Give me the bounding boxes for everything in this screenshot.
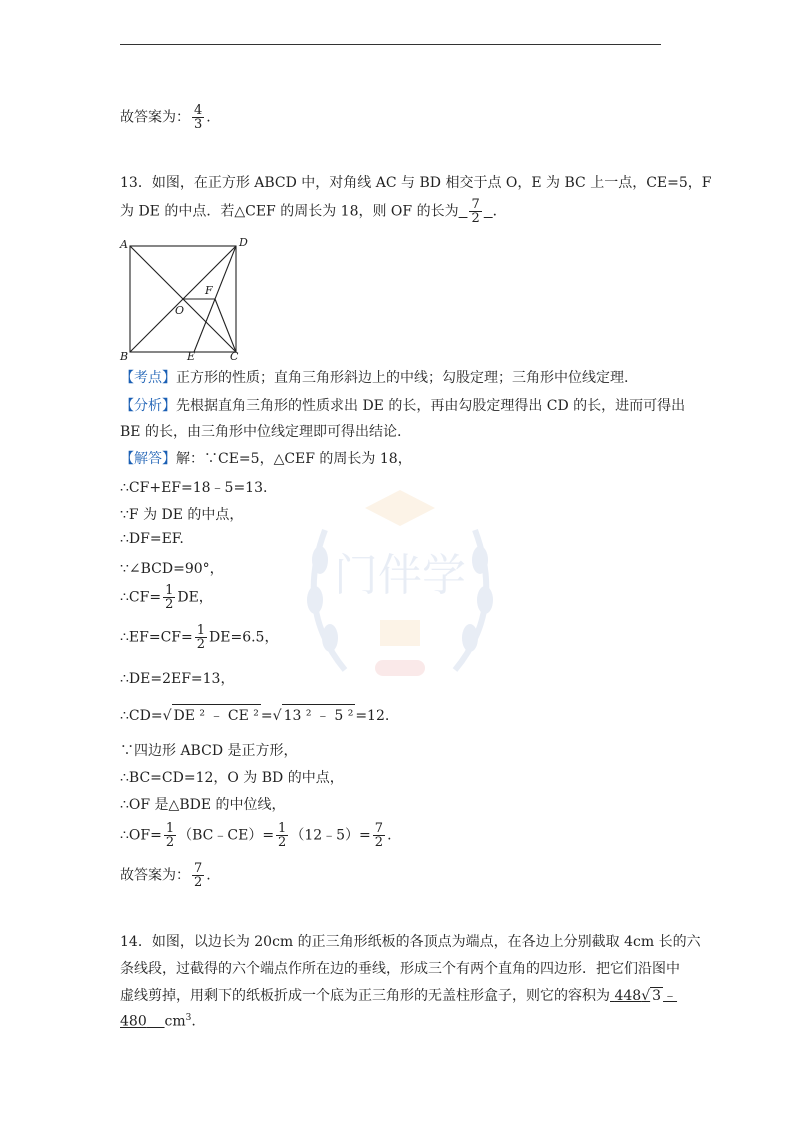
sqrt-radicand-2: 13 ² ﹣ 5 ²: [282, 704, 356, 725]
step-text: =12.: [355, 708, 390, 724]
fenxi-line2: BE 的长，由三角形中位线定理即可得出结论.: [120, 424, 402, 440]
step-3: ∴DF=EF.: [120, 531, 184, 547]
answer-end: .: [206, 109, 211, 126]
q14-answer-part2: 480: [120, 1013, 147, 1030]
step-4: ∵∠BCD=90°，: [120, 561, 224, 577]
answer-label: 故答案为：: [120, 867, 190, 884]
step-text: DE，: [177, 589, 213, 606]
q14-line4: [120, 1013, 196, 1030]
q14-answer-minus: ﹣: [663, 988, 678, 1004]
sqrt-sign: √: [272, 708, 282, 724]
step-text: ∴CF=: [120, 589, 162, 606]
label-d: D: [239, 236, 248, 249]
q13-line2: [120, 198, 507, 225]
q14-answer-pad: [147, 1014, 165, 1030]
fenxi-tag: 【分析】: [120, 398, 176, 414]
frac-den: 2: [374, 835, 384, 850]
q14-line3: [120, 985, 677, 1005]
step-text: （BC﹣CE）=: [178, 827, 275, 844]
q14-line2: 条线段，过截得的六个端点作所在边的垂线，形成三个有两个直角的四边形．把它们沿图中: [120, 961, 680, 977]
half-fraction: [276, 822, 288, 849]
sqrt-sign: √: [162, 708, 172, 724]
kaodian-line: [120, 367, 628, 387]
q14-answer-part1: 448√ 3 ﹣: [614, 988, 678, 1004]
step-text: ∴OF=: [120, 827, 162, 844]
q14-answer-coef: 448: [614, 988, 642, 1004]
step-text: DE=6.5，: [209, 629, 279, 646]
q13-line1: 13．如图，在正方形 ABCD 中，对角线 AC 与 BD 相交于点 O，E 为 BC 上一点，CE=5，F: [120, 175, 712, 191]
q13-answer-blank: [459, 197, 493, 226]
frac-num: 7: [374, 821, 384, 836]
step-6: [120, 624, 278, 651]
frac-num: 4: [194, 103, 203, 118]
step-10: ∴BC=CD=12，O 为 BD 的中点，: [120, 770, 344, 786]
step-1: ∴CF+EF=18﹣5=13.: [120, 480, 268, 496]
frac-num: 7: [194, 861, 203, 876]
label-c: C: [230, 350, 239, 362]
half-fraction: [195, 624, 207, 651]
seven-half-fraction: [373, 822, 385, 849]
frac-den: 2: [165, 835, 175, 850]
q14-answer-radicand: 3: [652, 988, 662, 1004]
frac-num: 1: [165, 583, 174, 598]
answer-fraction: [192, 862, 204, 889]
q13-answer: [469, 198, 481, 225]
kaodian-tag: 【考点】: [120, 370, 176, 386]
sqrt-radicand-1: DE ² ﹣ CE ²: [172, 704, 261, 725]
label-a: A: [120, 238, 128, 251]
watermark-logo: [285, 470, 515, 700]
half-fraction: [163, 584, 175, 611]
label-e: E: [187, 350, 196, 362]
fenxi-text: 先根据直角三角形的性质求出 DE 的长，再由勾股定理得出 CD 的长，进而可得出: [176, 398, 686, 414]
frac-num: 1: [165, 821, 175, 836]
header-rule: [120, 44, 661, 45]
frac-den: 2: [165, 597, 174, 612]
step-8: [120, 704, 389, 725]
fenxi-line1: [120, 395, 685, 415]
step-7: ∴DE=2EF=13，: [120, 671, 235, 687]
step-text: .: [387, 827, 392, 844]
label-b: B: [120, 350, 129, 362]
frac-den: 2: [194, 875, 203, 890]
q14-text: 虚线剪掉，用剩下的纸板折成一个底为正三角形的无盖柱形盒子，则它的容积为: [120, 988, 610, 1004]
step-5: [120, 584, 213, 611]
jieda-line: [120, 448, 412, 468]
q14-end: .: [191, 1013, 196, 1030]
half-fraction: [164, 822, 176, 849]
jieda-text: 解：∵CE=5，△CEF 的周长为 18，: [176, 451, 412, 467]
q13-end: ．: [492, 203, 507, 220]
frac-den: 2: [471, 211, 480, 226]
final-answer: [120, 862, 211, 889]
answer-end: .: [206, 867, 211, 884]
kaodian-text: 正方形的性质；直角三角形斜边上的中线；勾股定理；三角形中位线定理.: [176, 370, 629, 386]
label-o: O: [175, 304, 185, 317]
step-12: [120, 822, 392, 849]
frac-num: 7: [471, 197, 480, 212]
q14-unit: cm: [164, 1013, 186, 1030]
prev-answer: [120, 104, 211, 131]
step-text: =: [260, 708, 273, 724]
frac-den: 3: [194, 117, 203, 132]
answer-fraction: [192, 104, 204, 131]
step-text: ∴EF=CF=: [120, 629, 193, 646]
watermark-text: 门伴学: [334, 550, 466, 601]
frac-num: 1: [196, 623, 206, 638]
label-f: F: [205, 284, 213, 297]
jieda-tag: 【解答】: [120, 451, 176, 467]
q14-line1: 14．如图，以边长为 20cm 的正三角形纸板的各顶点为端点，在各边上分别截取 4cm 长的六: [120, 934, 701, 950]
square-figure: [118, 236, 248, 362]
q13-text: 为 DE 的中点．若△CEF 的周长为 18，则 OF 的长为: [120, 203, 459, 220]
step-11: ∴OF 是△BDE 的中位线，: [120, 797, 286, 813]
step-text: （12﹣5）=: [290, 827, 371, 844]
frac-den: 2: [278, 835, 287, 850]
frac-num: 1: [278, 821, 287, 836]
answer-label: 故答案为：: [120, 109, 190, 126]
step-text: ∴CD=: [120, 708, 163, 724]
frac-den: 2: [196, 637, 206, 652]
step-2: ∵F 为 DE 的中点，: [120, 507, 244, 523]
q14-unit-sup: 3: [185, 1013, 192, 1023]
segment-cf: [215, 299, 236, 352]
step-9: ∵四边形 ABCD 是正方形，: [120, 743, 298, 759]
